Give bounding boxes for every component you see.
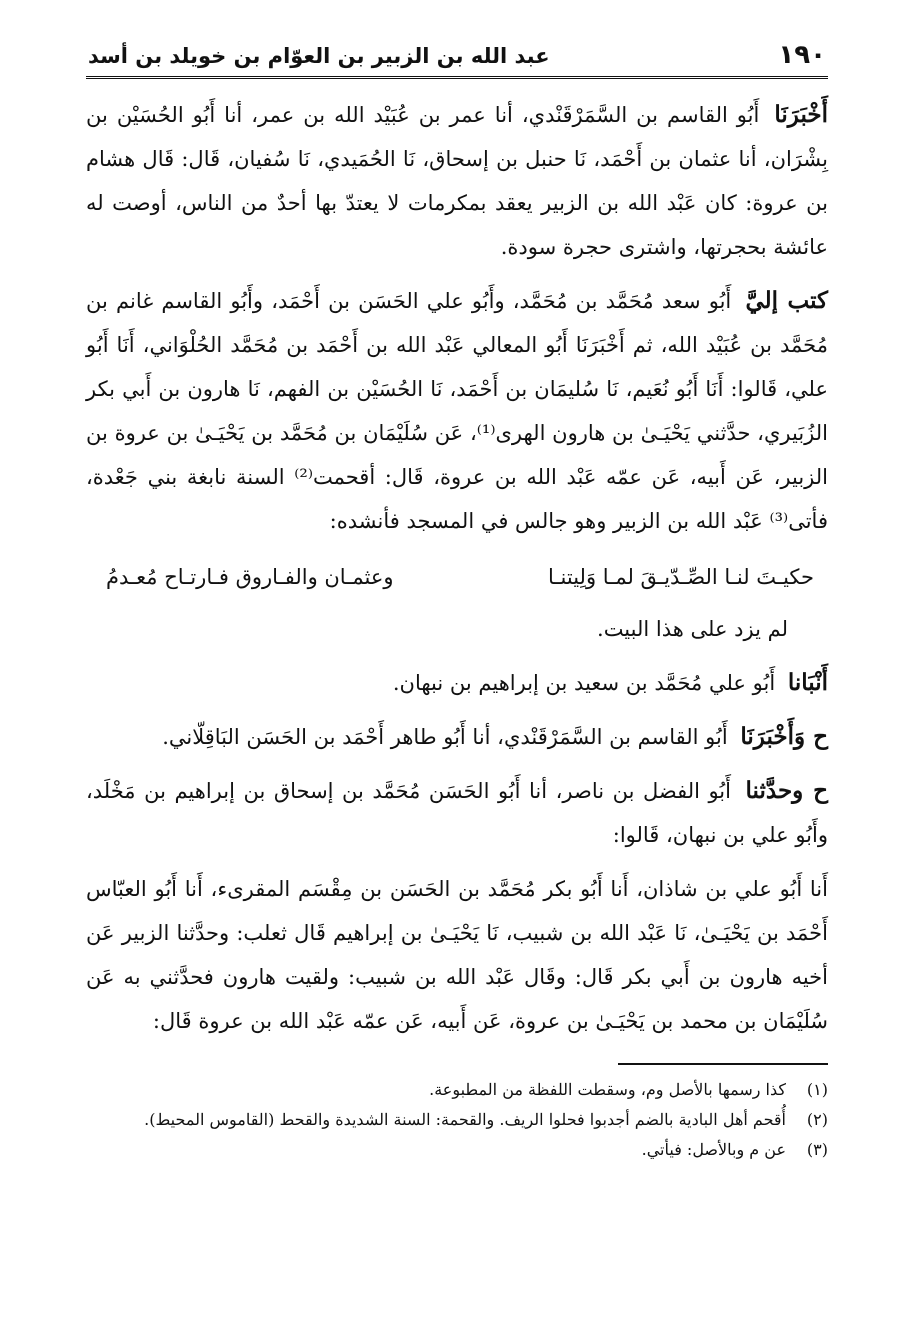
paragraph-text: أَبُو القاسم بن السَّمَرْقَنْدي، أنا عمر بن عُبَيْد الله بن عمر، أنا أَبُو الحُسَيْن بن بِشْرَان، أنا عثمان بن أَحْمَد، نَا حنبل بن إسحاق، نَا الحُمَيدي، نَا سُفيان، قَال: قَال هشام بن عروة: كان عَبْد الله بن الزبير يعقد بمكرمات لا يعتدّ بها أحدٌ من الناس، أوصت له عائشة بحجرتها، واشترى حجرة سودة. — [86, 103, 828, 259]
footnote-text: أُقحم أهل البادية بالضم أجدبوا فحلوا الريف. والقحمة: السنة الشديدة والقحط (القاموس المحيط). — [144, 1110, 786, 1129]
footnotes — [86, 1075, 828, 1165]
verse-note: لم يزد على هذا البيت. — [597, 617, 788, 641]
footnote-divider — [618, 1063, 828, 1065]
chain-line — [86, 661, 828, 705]
paragraph — [86, 279, 828, 543]
footnote-number: (٣) — [806, 1140, 828, 1159]
chain-text: أَبُو الفضل بن ناصر، أنا أَبُو الحَسَن مُحَمَّد بن إسحاق بن إبراهيم بن مَخْلَد، وأَبُو علي بن نبهان، قَالوا: — [86, 779, 828, 847]
paragraph-text: أَبُو سعد مُحَمَّد بن مُحَمَّد، وأَبُو علي الحَسَن بن أَحْمَد، وأَبُو القاسم غانم بن مُحَمَّد بن عُبَيْد الله، ثم أَخْبَرَنَا أَبُو المعالي عَبْد الله بن أَحْمَد بن مُحَمَّد الحُلْوَاني، أَنَا أَبُو علي، قَالوا: أَنَا أَبُو نُعَيم، نَا سُليمَان بن أَحْمَد، نَا الحُسَيْن بن الفهم، نَا هارون بن أَبي بكر الزُبَيري، حدَّثني يَحْيَـىٰ بن هارون الهرى⁽¹⁾، عَن سُلَيْمَان بن مُحَمَّد بن يَحْيَـىٰ بن عروة بن الزبير، عَن أَبيه، عَن عمّه عَبْد الله بن عروة، قَال: أقحمت⁽²⁾ السنة نابغة بني جَعْدة، فأتى⁽³⁾ عَبْد الله بن الزبير وهو جالس في المسجد فأنشده: — [86, 289, 828, 533]
footnote-number: (١) — [806, 1080, 828, 1099]
paragraph-lead: أَخْبَرَنَا — [774, 101, 828, 128]
page-body — [86, 93, 828, 1043]
running-head: عبد الله بن الزبير بن العوّام بن خويلد بن أسد — [88, 44, 550, 68]
chain-lead: ح وَأَخْبَرَنَا — [740, 723, 828, 750]
chain-lead: أَنْبَانا — [787, 669, 828, 696]
paragraph — [86, 93, 828, 269]
verse-first-hemistich: حكيـتَ لنـا الصِّـدّيـقَ لمـا وَلِيتنـا — [548, 565, 814, 589]
chain-line — [86, 715, 828, 759]
poem-verse — [86, 553, 828, 601]
verse-second-hemistich: وعثمـان والفـاروق فـارتـاح مُعـدمُ — [106, 565, 394, 589]
paragraph-lead: كتب إليَّ — [745, 287, 828, 314]
chain-line — [86, 769, 828, 857]
footnote — [86, 1135, 828, 1165]
footnote-text: عن م وبالأصل: فيأتي. — [641, 1140, 786, 1159]
chain-text: أَبُو القاسم بن السَّمَرْقَنْدي، أنا أَبُو طاهر أَحْمَد بن الحَسَن البَاقِلّاني. — [162, 725, 728, 749]
footnote-number: (٢) — [806, 1110, 828, 1129]
chain-text: أَبُو علي مُحَمَّد بن سعيد بن إبراهيم بن نبهان. — [392, 671, 776, 695]
footnote — [86, 1105, 828, 1135]
closing-paragraph: أَنا أَبُو علي بن شاذان، أَنا أَبُو بكر مُحَمَّد بن الحَسَن بن مِقْسَم المقرىء، أَنا أَبُو العبّاس أَحْمَد بن يَحْيَـىٰ، نَا عَبْد الله بن شبيب، نَا يَحْيَـىٰ بن إبراهيم قَال ثعلب: وحدَّثنا الزبير عَن أخيه هارون بن أَبي بكر قَال: وقَال عَبْد الله بن شبيب: ولقيت هارون فحدَّثني به عَن سُلَيْمَان بن محمد بن يَحْيَـىٰ بن عروة، عَن أَبيه، عَن عمّه عَبْد الله بن عروة قَال: — [86, 877, 828, 1033]
chain-lead: ح وحدَّثنا — [745, 777, 829, 804]
footnote-text: كذا رسمها بالأصل وم، وسقطت اللفظة من المطبوعة. — [429, 1080, 786, 1099]
page-header — [86, 40, 828, 79]
page-number: ١٩٠ — [778, 40, 826, 70]
footnote — [86, 1075, 828, 1105]
